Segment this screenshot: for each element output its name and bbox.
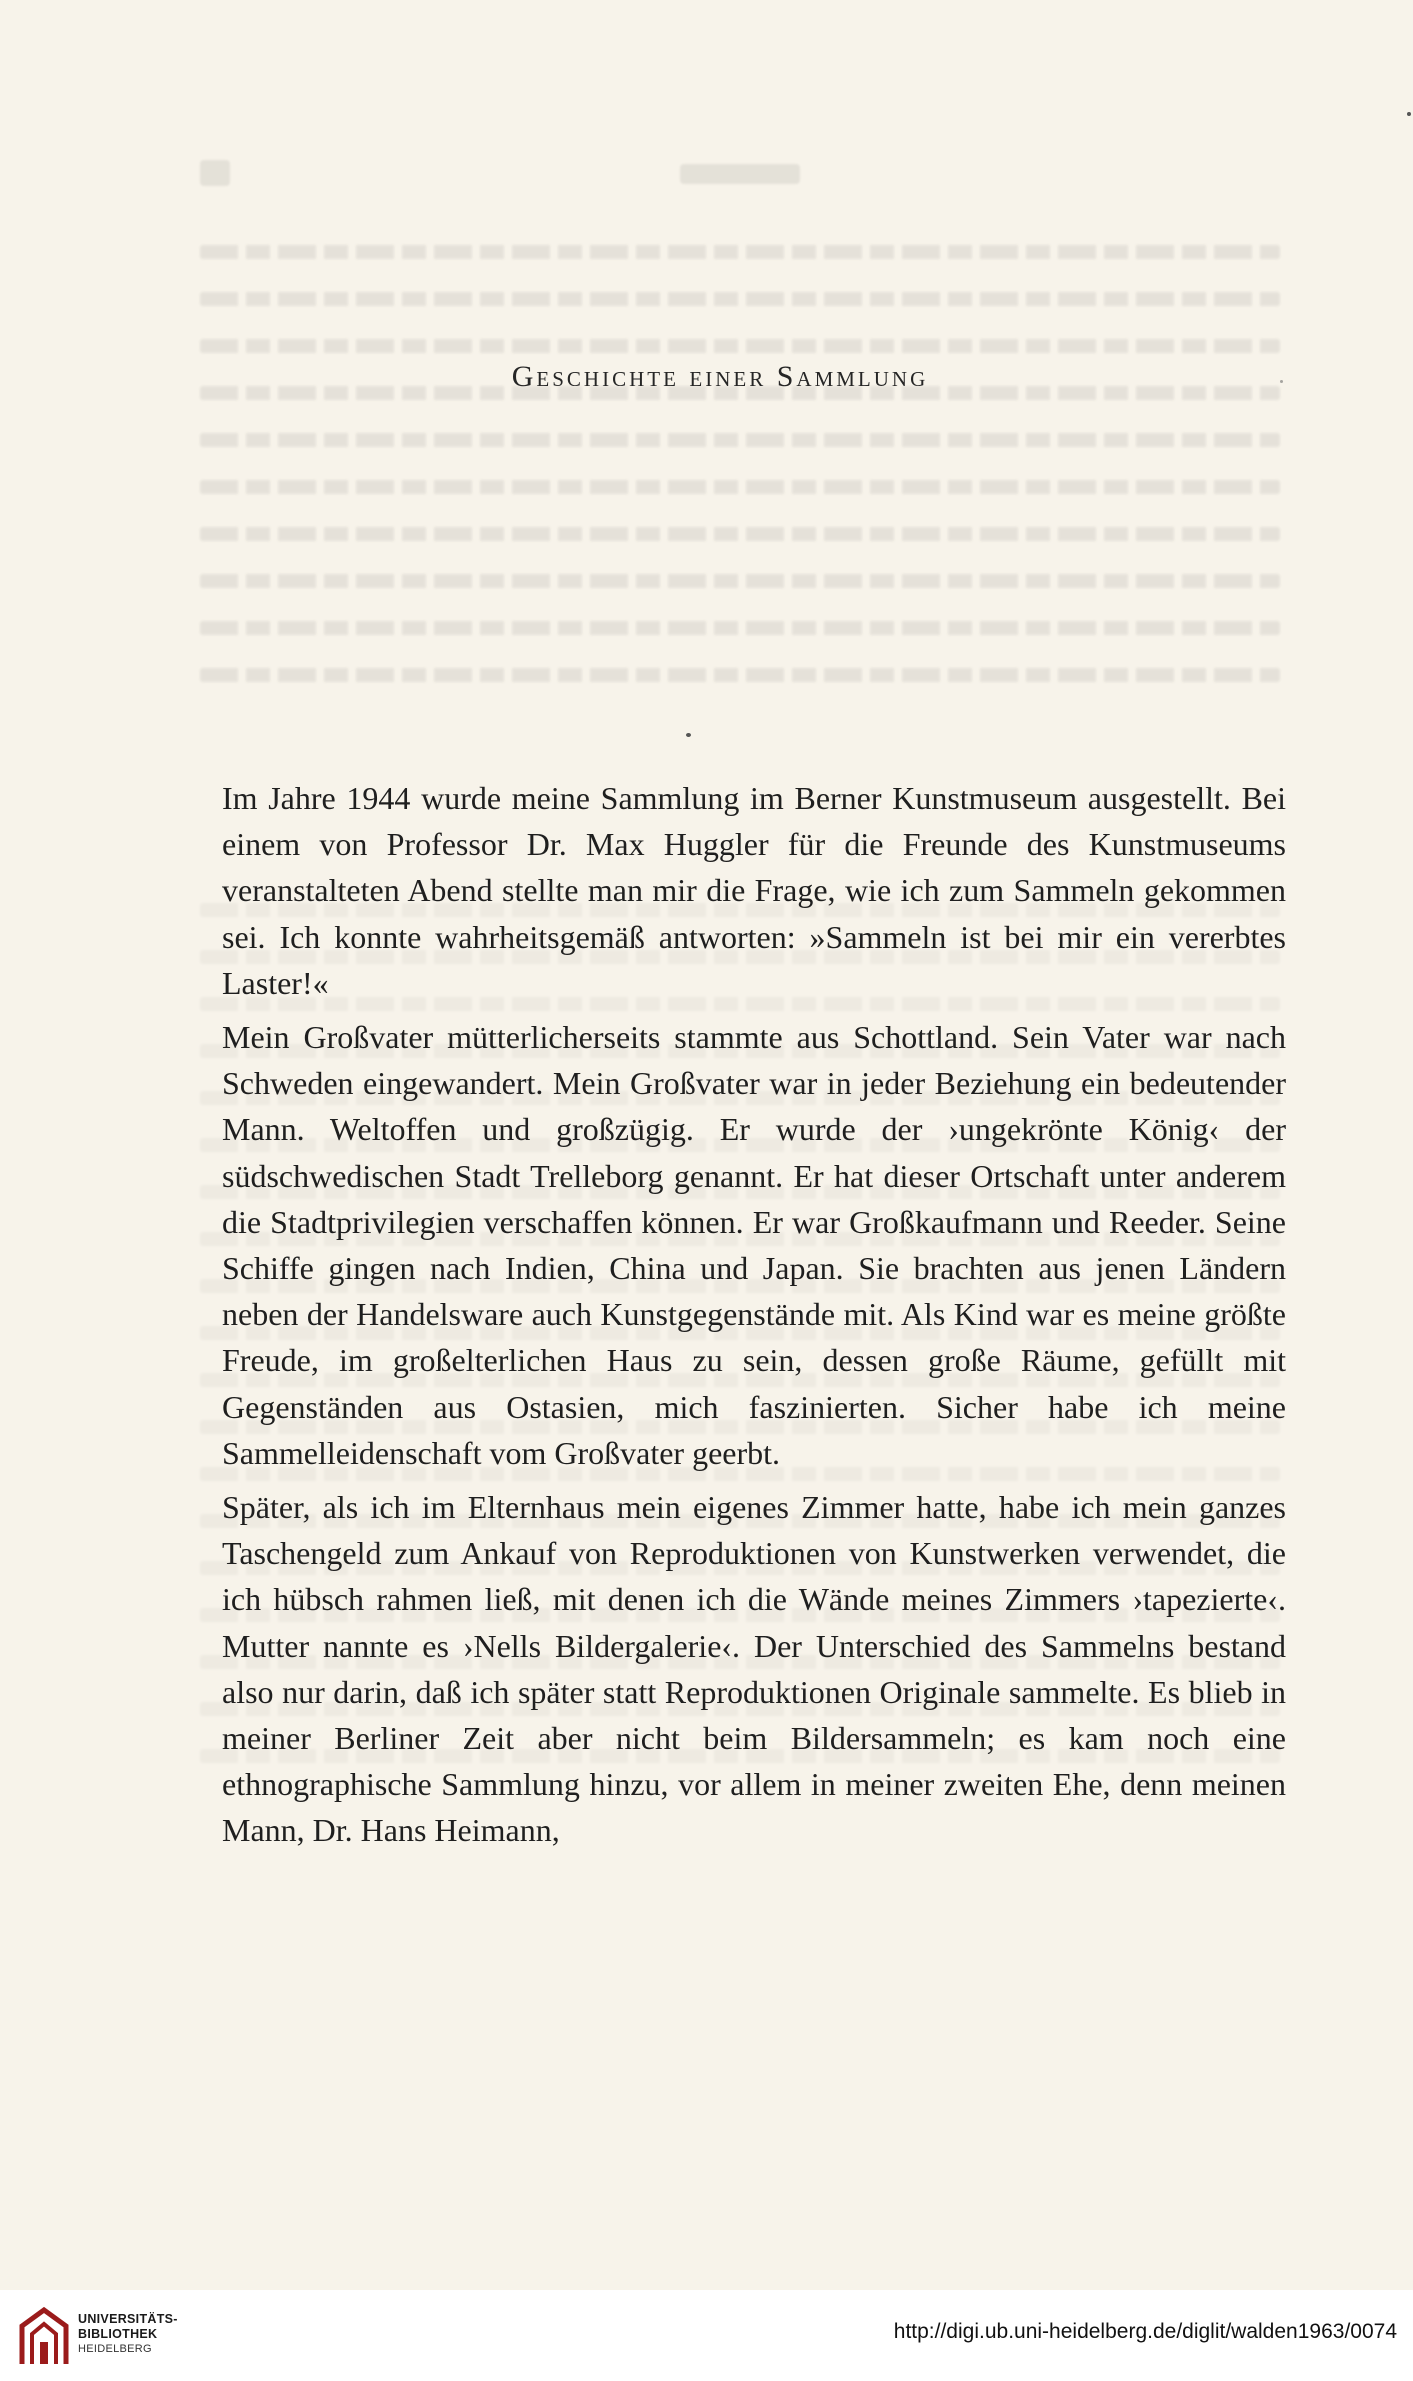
library-line-1: UNIVERSITÄTS- xyxy=(78,2312,178,2326)
scan-speck xyxy=(686,733,691,737)
scan-speck xyxy=(1280,380,1283,383)
paragraph-1: Im Jahre 1944 wurde meine Sammlung im Berner Kunstmuseum ausgestellt. Bei einem von Professor Dr. Max Huggler für die Freunde des Kunstmuseums veranstalteten Abend stellte man mir die Frage, wie ich zum Sammeln gekommen sei. Ich konnte wahrheitsgemäß antworten: »Sammeln ist bei mir ein vererbtes Laster!« xyxy=(222,780,1286,1001)
scan-speck xyxy=(1407,112,1411,116)
bleed-through-folio xyxy=(200,160,1280,190)
library-seal-icon xyxy=(18,2306,70,2366)
paragraph-2: Mein Großvater mütterlicherseits stammte aus Schottland. Sein Vater war nach Schweden eingewandert. Mein Großvater war in jeder Beziehung ein bedeutender Mann. Weltoffen und großzügig. Er wurde der ›ungekrönte König‹ der südschwedischen Stadt Trelleborg genannt. Er hat dieser Ortschaft unter anderem die Stadtprivilegien verschaffen können. Er war Großkaufmann und Reeder. Seine Schiffe gingen nach Indien, China und Japan. Sie brachten aus jenen Ländern neben der Handelsware auch Kunstgegenstände mit. Als Kind war es meine größte Freude, im großelterlichen Haus zu sein, dessen große Räume, gefüllt mit Gegenständen aus Ostasien, mich faszinierten. Sicher habe ich meine Sammelleidenschaft vom Großvater geerbt. xyxy=(222,1019,1286,1471)
library-line-3: HEIDELBERG xyxy=(78,2343,152,2355)
library-name xyxy=(78,2312,178,2357)
library-logo[interactable] xyxy=(18,2300,188,2372)
paragraph-3: Später, als ich im Elternhaus mein eigenes Zimmer hatte, habe ich mein ganzes Taschengeld zum Ankauf von Reproduktionen von Kunstwerken verwendet, die ich hübsch rahmen ließ, mit denen ich die Wände meines Zimmers ›tapezierte‹. Mutter nannte es ›Nells Bildergalerie‹. Der Unterschied des Sammelns bestand also nur darin, daß ich später statt Reproduktionen Originale sammelte. Es blieb in meiner Berliner Zeit aber nicht beim Bildersammeln; es kam noch eine ethnographische Sammlung hinzu, vor allem in meiner zweiten Ehe, denn meinen Mann, Dr. Hans Heimann, xyxy=(222,1489,1286,1849)
body-text xyxy=(222,775,1286,1854)
library-line-2: BIBLIOTHEK xyxy=(78,2327,158,2341)
chapter-heading: Geschichte einer Sammlung xyxy=(511,360,929,393)
bleed-through-text-top xyxy=(200,212,1280,772)
footer-bar xyxy=(0,2290,1413,2381)
source-url[interactable]: http://digi.ub.uni-heidelberg.de/diglit/walden1963/0074 xyxy=(893,2320,1397,2343)
